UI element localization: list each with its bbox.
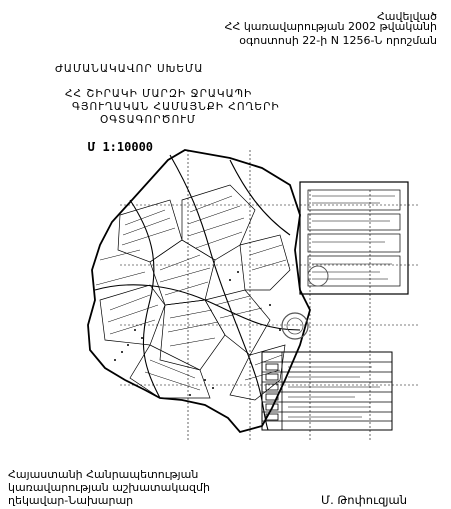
approval-line-3: օգոստոսի 22-ի N 1256-Ն որոշման — [239, 34, 437, 47]
map-explication-panel — [300, 182, 408, 294]
map-subtitle-line-3: ՕԳՏԱԳՈՐԾՈՒՄ — [100, 114, 197, 126]
map-scale: Մ 1:10000 — [88, 140, 154, 154]
map-subtitle-line-1: ՀՀ ՇԻՐԱԿԻ ՄԱՐԶԻ ՋՐԱԿԱՊԻ — [65, 88, 253, 100]
signature-name: Մ. Թոփուզյան — [321, 493, 407, 507]
footer-line-2: կառավարության աշխատակազմի — [8, 481, 210, 494]
map-subtitle-line-2: ԳՅՈՒՂԱԿԱՆ ՀԱՄԱՅՆՔԻ ՀՈՂԵՐԻ — [72, 101, 280, 113]
footer-line-1: Հայաստանի Հանրապետության — [8, 468, 199, 481]
map-legend-table — [262, 352, 392, 430]
approval-line-1: Հավելված — [376, 10, 437, 23]
footer-line-3: ղեկավար-Նախարար — [8, 494, 134, 507]
approval-line-2: ՀՀ կառավարության 2002 թվականի — [224, 20, 437, 33]
map-title: ԺԱՄԱՆԱԿԱՎՈՐ ՍԽԵՄԱ — [55, 63, 204, 75]
